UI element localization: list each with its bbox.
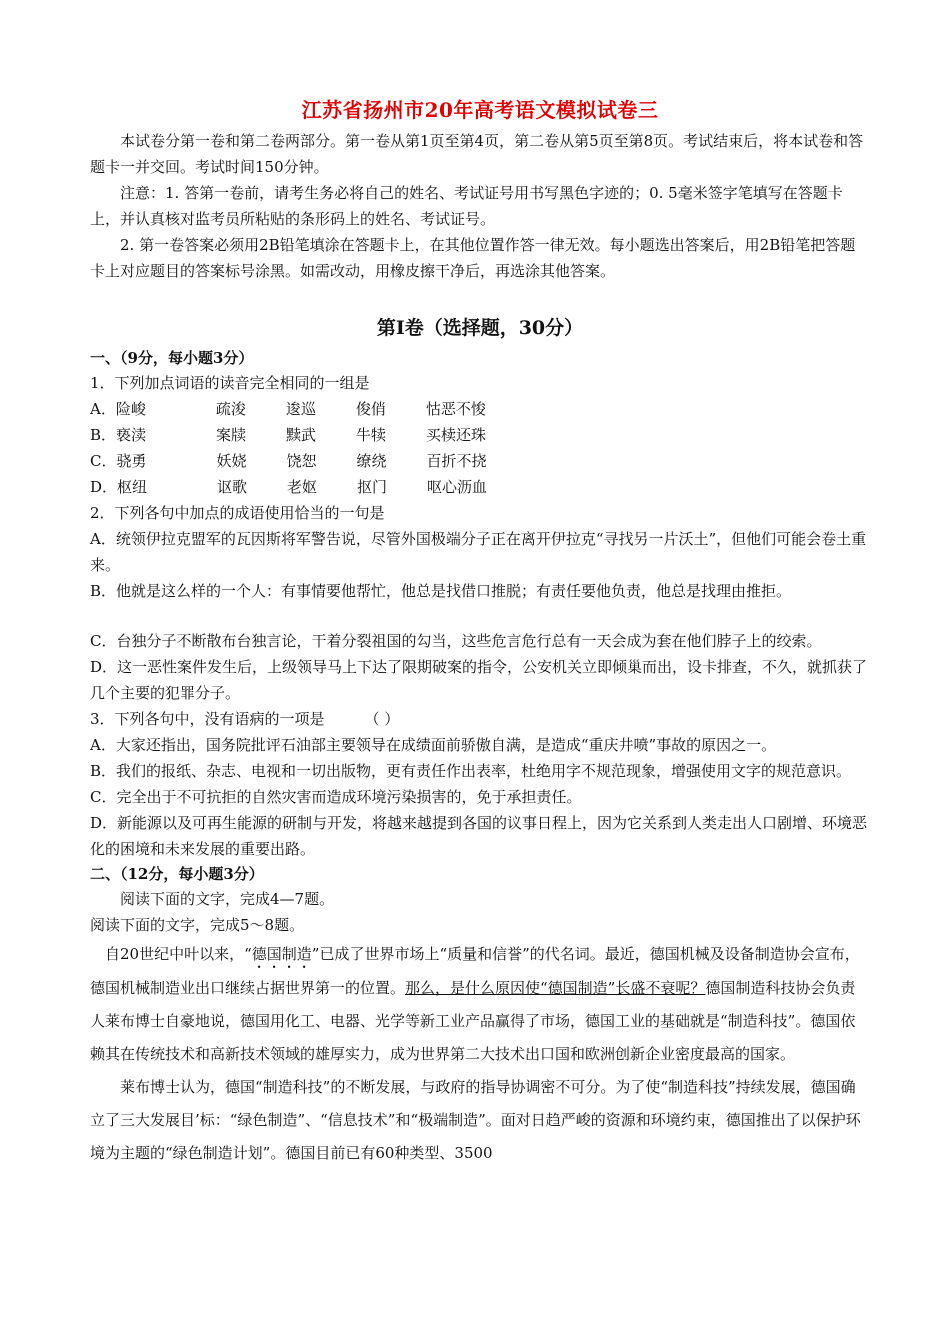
q1-option-a [90,396,870,422]
spacer [90,604,870,628]
word: 亵渎 [116,426,147,444]
passage-text: ”已成了世界市场上“质量和信誉”的代名词。最近，德国机械及设备制造协会宣布，德国机械制造业出口继续占据世界第一的位置。 [90,945,860,997]
q1-options [90,396,870,500]
q2-stem: 2．下列各句中加点的成语使用恰当的一句是 [90,504,385,522]
word: 讴歌 [217,478,248,496]
option-label: C． [90,452,117,470]
passage-text: 自20世纪中叶以来，“ [105,945,252,963]
word: 险峻 [115,400,146,418]
q3-option-d: D．新能源以及可再生能源的研制与开发，将越来越提到各国的议事日程上，因为它关系到人类走出人口剧增、环境恶化的困境和未来发展的重要出路。 [90,814,868,858]
passage-paragraph-2: 莱布博士认为，德国“制造科技”的不断发展，与政府的指导协调密不可分。为了使“制造科技”持续发展，德国确立了三大发展目’标：“绿色制造”、“信息技术”和“极端制造”。面对日趋严峻的资源和环境约束，德国推出了以保护环境为主题的“绿色制造计划”。德国目前已有60种类型、3500 [90,1078,861,1162]
exam-title: 江苏省扬州市20年高考语文模拟试卷三 [301,98,659,122]
section-1-title: 第Ⅰ卷（选择题，30分） [376,317,584,339]
q2-option-b: B．他就是这么样的一个人：有事情要他帮忙，他总是找借口推脱；有责任要他负责，他总是找理由推拒。 [90,582,792,600]
word: 案牍 [216,426,247,444]
word: 牛犊 [356,426,387,444]
q2-option-c: C．台独分子不断散布台独言论，干着分裂祖国的勾当，这些危言危行总有一天会成为套在他们脖子上的绞索。 [90,632,822,650]
answer-paren: （ ） [364,710,400,728]
passage-paragraph-1 [90,938,870,1071]
reading-instruction-1: 阅读下面的文字，完成4—7题。 [120,890,335,908]
passage-text: 德国制造科技协会负责人莱布博士自豪地说，德国用化工、电器、光学等新工业产品赢得了市场，德国工业的基础就是“制造科技”。德国依赖其在传统技术和高新技术领域的雄厚实力，成为世界第二大技术出口国和欧洲创新企业密度最高的国家。 [90,979,856,1063]
reading-instruction-2: 阅读下面的文字，完成5～8题。 [90,916,305,934]
q1-stem: 1．下列加点词语的读音完全相同的一组是 [90,374,370,392]
reading-passage [90,938,870,1170]
word: 怙恶不悛 [425,400,486,418]
part-2-heading: 二、（12分，每小题3分） [90,865,264,883]
q3-option-c: C．完全出于不可抗拒的自然灾害而造成环境污染损害的，免于承担责任。 [90,788,582,806]
notice-paragraph-2: 2. 第一卷答案必须用2B铅笔填涂在答题卡上，在其他位置作答一律无效。每小题选出答案后，用2B铅笔把答题卡上对应题目的答案标号涂黑。如需改动，用橡皮擦干净后，再选涂其他答案。 [90,236,856,280]
word: 俊俏 [355,400,386,418]
q1-option-c [90,448,870,474]
word: 百折不挠 [426,452,487,470]
word: 缭绕 [356,452,387,470]
word: 妖娆 [216,452,247,470]
word: 抠门 [357,478,388,496]
word: 疏浚 [215,400,246,418]
dotted-term: 德国制造 [251,945,312,963]
word: 黩武 [286,426,317,444]
word: 逡巡 [285,400,316,418]
q1-option-b [90,422,870,448]
q1-option-d [90,474,870,500]
intro-paragraph: 本试卷分第一卷和第二卷两部分。第一卷从第1页至第4页，第二卷从第5页至第8页。考试结束后，将本试卷和答题卡一并交回。考试时间150分钟。 [90,132,864,176]
part-1-heading: 一、（9分，每小题3分） [90,349,254,367]
word: 饶恕 [286,452,317,470]
q2-option-d: D．这一恶性案件发生后，上级领导马上下达了限期破案的指令，公安机关立即倾巢而出，设卡排查，不久，就抓获了几个主要的犯罪分子。 [90,658,868,702]
exam-page [90,96,870,1170]
word: 买椟还珠 [426,426,487,444]
underlined-sentence: 那么，是什么原因使“德国制造”长盛不衰呢？ [405,979,706,997]
word: 呕心沥血 [427,478,488,496]
q3-option-a: A．大家还指出，国务院批评石油部主要领导在成绩面前骄傲自满，是造成“重庆井喷”事故的原因之一。 [90,736,777,754]
q3-option-b: B．我们的报纸、杂志、电视和一切出版物，更有责任作出表率，杜绝用字不规范现象，增强使用文字的规范意识。 [90,762,852,780]
option-label: B． [90,426,117,444]
q3-stem-text: 3．下列各句中，没有语病的一项是 [90,710,325,728]
q3-stem [90,706,870,732]
notice-paragraph-1: 注意：1. 答第一卷前，请考生务必将自己的姓名、考试证号用书写黑色字迹的；0. 5毫米签字笔填写在答题卡上，并认真核对监考员所粘贴的条形码上的姓名、考试证号。 [90,184,843,228]
q2-option-a: A．统领伊拉克盟军的瓦因斯将军警告说，尽管外国极端分子正在离开伊拉克“寻找另一片沃土”，但他们可能会卷土重来。 [90,530,867,574]
word: 枢纽 [117,478,148,496]
word: 骁勇 [116,452,147,470]
word: 老妪 [287,478,318,496]
option-label: D． [90,478,118,496]
option-label: A． [90,400,116,418]
